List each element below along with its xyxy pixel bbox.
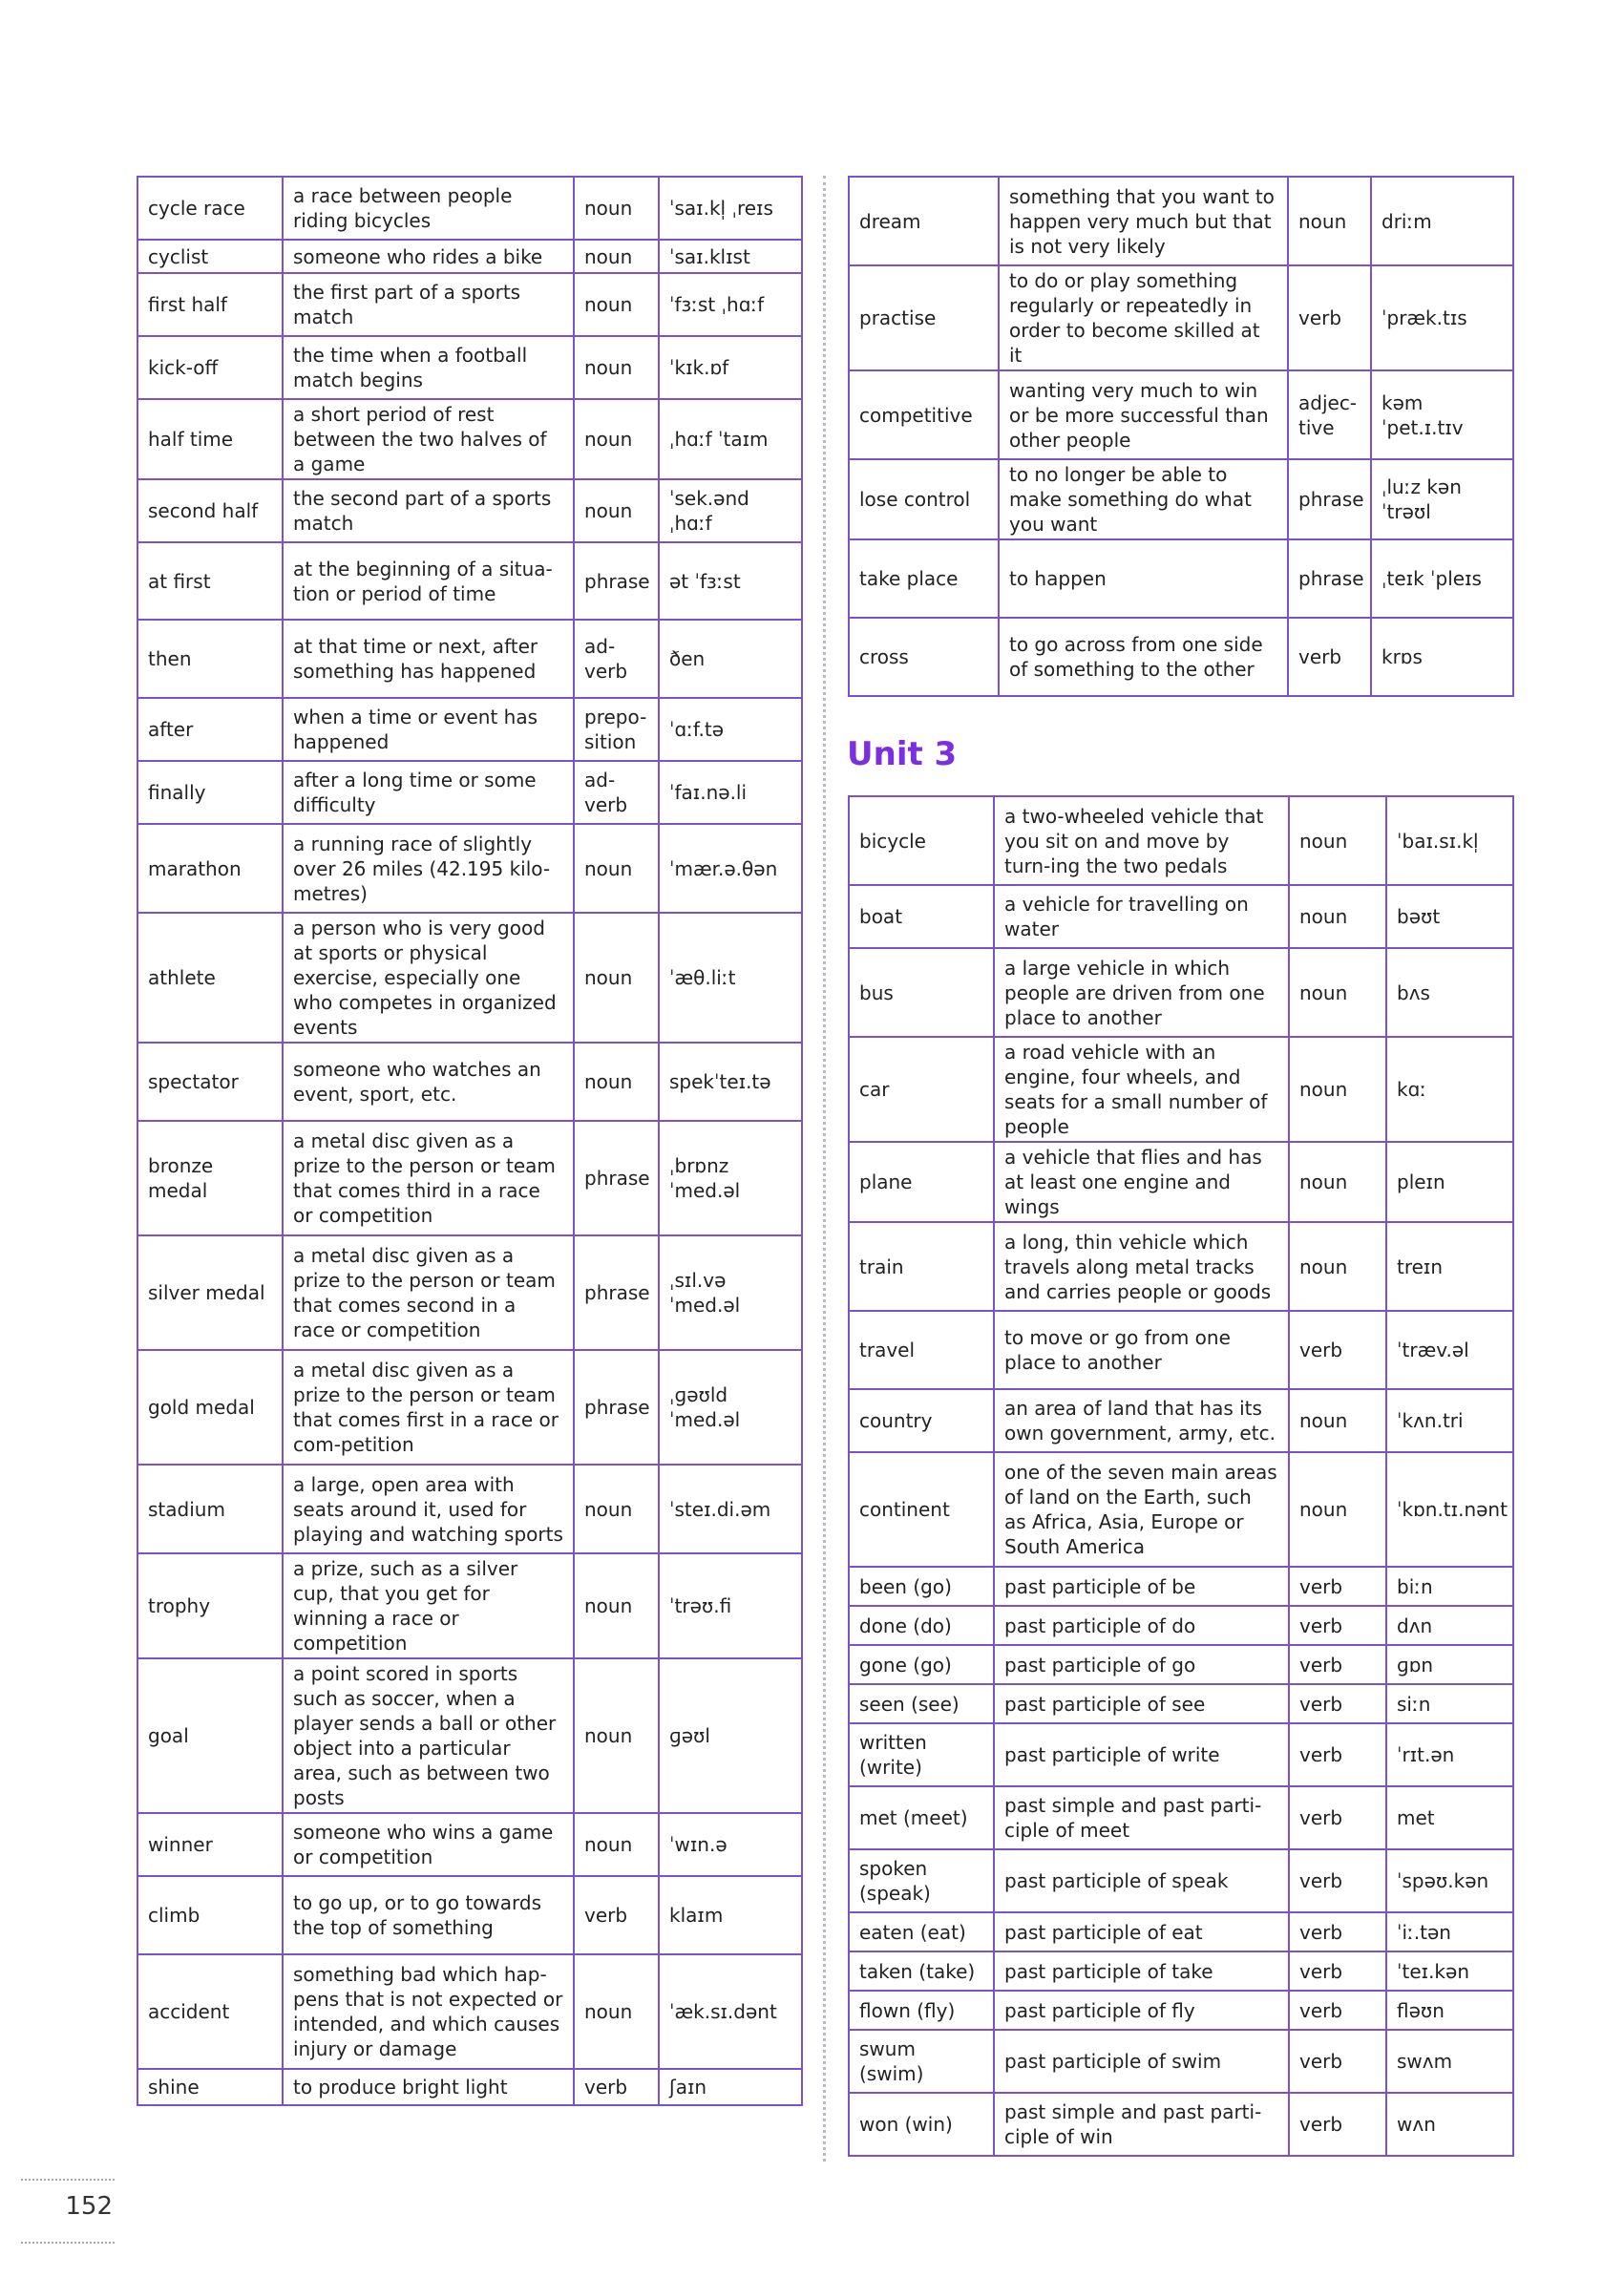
- vocab-part-of-speech: noun: [1288, 177, 1371, 265]
- vocab-part-of-speech: noun: [574, 273, 659, 336]
- vocab-word: cycle race: [137, 177, 283, 240]
- vocab-word: climb: [137, 1876, 283, 1954]
- vocab-definition: past participle of speak: [994, 1849, 1289, 1912]
- vocab-word: continent: [849, 1452, 994, 1567]
- vocab-part-of-speech: verb: [1289, 2030, 1386, 2093]
- vocab-word: done (do): [849, 1606, 994, 1645]
- vocab-definition: someone who rides a bike: [283, 240, 574, 273]
- vocab-pronunciation: ˈæk.sɪ.dənt: [659, 1954, 802, 2069]
- vocab-word: first half: [137, 273, 283, 336]
- vocab-part-of-speech: verb: [1289, 1912, 1386, 1951]
- vocab-row: [849, 1991, 1513, 2030]
- vocab-row: [137, 2069, 802, 2105]
- vocab-word: then: [137, 620, 283, 698]
- vocab-word: after: [137, 698, 283, 761]
- vocab-pronunciation: ˈsek.ənd ˌhɑːf: [659, 479, 802, 542]
- vocab-pronunciation: ˈkʌn.tri: [1386, 1389, 1513, 1452]
- vocab-definition: past participle of swim: [994, 2030, 1289, 2093]
- vocab-word: been (go): [849, 1567, 994, 1606]
- vocab-part-of-speech: noun: [1289, 1222, 1386, 1311]
- vocab-word: goal: [137, 1658, 283, 1813]
- vocabulary-table-left: [137, 176, 803, 2106]
- vocab-word: finally: [137, 761, 283, 824]
- vocab-word: cyclist: [137, 240, 283, 273]
- vocab-pronunciation: treɪn: [1386, 1222, 1513, 1311]
- vocab-pronunciation: klaɪm: [659, 1876, 802, 1954]
- page-footer: [21, 2179, 115, 2244]
- vocab-pronunciation: ðen: [659, 620, 802, 698]
- vocab-row: [849, 1389, 1513, 1452]
- vocab-part-of-speech: noun: [1289, 885, 1386, 948]
- vocab-pronunciation: ˌhɑːf ˈtaɪm: [659, 399, 802, 479]
- vocab-word: seen (see): [849, 1684, 994, 1723]
- vocab-word: dream: [849, 177, 999, 265]
- vocab-word: taken (take): [849, 1951, 994, 1991]
- vocab-pronunciation: siːn: [1386, 1684, 1513, 1723]
- column-divider: [823, 176, 826, 2162]
- vocab-definition: a metal disc given as a prize to the person or team that comes first in a race or com-petition: [283, 1350, 574, 1465]
- vocab-row: [849, 1037, 1513, 1142]
- vocab-row: [137, 620, 802, 698]
- vocab-row: [849, 885, 1513, 948]
- vocab-part-of-speech: verb: [1289, 1311, 1386, 1389]
- vocab-part-of-speech: noun: [1289, 1142, 1386, 1222]
- vocab-part-of-speech: verb: [1289, 1849, 1386, 1912]
- vocab-word: competitive: [849, 370, 999, 459]
- vocab-word: take place: [849, 539, 999, 618]
- vocab-row: [849, 1142, 1513, 1222]
- vocab-row: [849, 1606, 1513, 1645]
- vocab-definition: at the beginning of a situa-tion or period of time: [283, 542, 574, 620]
- vocab-definition: something bad which hap-pens that is not expected or intended, and which causes injury or damage: [283, 1954, 574, 2069]
- vocab-definition: the second part of a sports match: [283, 479, 574, 542]
- vocab-part-of-speech: verb: [1289, 1645, 1386, 1684]
- vocab-row: [137, 1043, 802, 1121]
- vocab-row: [849, 1452, 1513, 1567]
- vocab-pronunciation: ˈtræv.əl: [1386, 1311, 1513, 1389]
- vocab-pronunciation: kɑː: [1386, 1037, 1513, 1142]
- vocab-row: [849, 2030, 1513, 2093]
- vocab-pronunciation: ˈtrəʊ.fi: [659, 1553, 802, 1658]
- vocab-row: [849, 459, 1513, 539]
- vocab-pronunciation: ˈɑːf.tə: [659, 698, 802, 761]
- vocab-definition: an area of land that has its own government, army, etc.: [994, 1389, 1289, 1452]
- vocab-word: written (write): [849, 1723, 994, 1786]
- vocab-pronunciation: wʌn: [1386, 2093, 1513, 2156]
- vocab-part-of-speech: noun: [574, 824, 659, 913]
- vocab-word: practise: [849, 265, 999, 370]
- vocab-pronunciation: ˈfaɪ.nə.li: [659, 761, 802, 824]
- vocab-part-of-speech: phrase: [1288, 539, 1371, 618]
- vocab-row: [849, 1849, 1513, 1912]
- vocab-pronunciation: ˌbrɒnz ˈmed.əl: [659, 1121, 802, 1235]
- vocab-word: gold medal: [137, 1350, 283, 1465]
- vocab-part-of-speech: noun: [574, 1465, 659, 1553]
- vocab-pronunciation: fləʊn: [1386, 1991, 1513, 2030]
- vocab-pronunciation: ˈspəʊ.kən: [1386, 1849, 1513, 1912]
- vocab-pronunciation: ˈrɪt.ən: [1386, 1723, 1513, 1786]
- page-number: 152: [65, 2192, 113, 2221]
- vocab-pronunciation: ˌluːz kənˈtrəʊl: [1371, 459, 1513, 539]
- vocab-pronunciation: ˈiː.tən: [1386, 1912, 1513, 1951]
- vocab-part-of-speech: verb: [574, 2069, 659, 2105]
- vocab-definition: when a time or event has happened: [283, 698, 574, 761]
- vocab-word: spoken (speak): [849, 1849, 994, 1912]
- vocab-word: swum (swim): [849, 2030, 994, 2093]
- vocab-part-of-speech: verb: [1289, 1567, 1386, 1606]
- vocab-row: [849, 1684, 1513, 1723]
- vocabulary-table-right-top: [848, 176, 1514, 697]
- vocab-row: [849, 948, 1513, 1037]
- vocab-pronunciation: ˌsɪl.və ˈmed.əl: [659, 1235, 802, 1350]
- vocab-definition: to happen: [999, 539, 1288, 618]
- vocab-part-of-speech: noun: [574, 1658, 659, 1813]
- vocab-part-of-speech: noun: [574, 177, 659, 240]
- vocab-part-of-speech: verb: [1289, 1723, 1386, 1786]
- vocab-part-of-speech: verb: [1289, 2093, 1386, 2156]
- vocab-definition: at that time or next, after something has happened: [283, 620, 574, 698]
- vocab-row: [137, 542, 802, 620]
- vocab-definition: a metal disc given as a prize to the person or team that comes third in a race or competition: [283, 1121, 574, 1235]
- vocab-definition: past simple and past parti-ciple of meet: [994, 1786, 1289, 1849]
- vocab-definition: to go up, or to go towards the top of something: [283, 1876, 574, 1954]
- vocab-row: [137, 1813, 802, 1876]
- vocab-row: [849, 1645, 1513, 1684]
- vocab-word: athlete: [137, 913, 283, 1043]
- vocab-part-of-speech: verb: [1289, 1606, 1386, 1645]
- vocab-row: [137, 1954, 802, 2069]
- vocab-definition: a person who is very good at sports or physical exercise, especially one who competes in organized events: [283, 913, 574, 1043]
- vocab-part-of-speech: adjec-tive: [1288, 370, 1371, 459]
- vocab-row: [137, 1553, 802, 1658]
- vocab-part-of-speech: ad-verb: [574, 620, 659, 698]
- vocab-word: shine: [137, 2069, 283, 2105]
- vocab-definition: past simple and past parti-ciple of win: [994, 2093, 1289, 2156]
- vocab-pronunciation: ɡɒn: [1386, 1645, 1513, 1684]
- vocab-word: bronze medal: [137, 1121, 283, 1235]
- vocab-definition: the first part of a sports match: [283, 273, 574, 336]
- vocab-part-of-speech: noun: [1289, 1389, 1386, 1452]
- vocab-pronunciation: bəʊt: [1386, 885, 1513, 948]
- vocab-row: [137, 1658, 802, 1813]
- vocab-definition: to move or go from one place to another: [994, 1311, 1289, 1389]
- vocab-word: eaten (eat): [849, 1912, 994, 1951]
- vocab-pronunciation: ˈmær.ə.θən: [659, 824, 802, 913]
- vocab-row: [849, 618, 1513, 696]
- vocab-row: [849, 265, 1513, 370]
- vocab-definition: the time when a football match begins: [283, 336, 574, 399]
- vocab-part-of-speech: noun: [1289, 1452, 1386, 1567]
- vocab-row: [849, 1951, 1513, 1991]
- vocab-pronunciation: ˈsteɪ.di.əm: [659, 1465, 802, 1553]
- vocab-row: [849, 539, 1513, 618]
- vocab-pronunciation: pleɪn: [1386, 1142, 1513, 1222]
- vocab-word: flown (fly): [849, 1991, 994, 2030]
- vocab-pronunciation: ˈbaɪ.sɪ.kl̩: [1386, 796, 1513, 885]
- vocab-part-of-speech: prepo-sition: [574, 698, 659, 761]
- vocab-definition: something that you want to happen very much but that is not very likely: [999, 177, 1288, 265]
- vocab-definition: past participle of write: [994, 1723, 1289, 1786]
- vocab-row: [137, 1876, 802, 1954]
- vocab-pronunciation: ˈkɪk.ɒf: [659, 336, 802, 399]
- vocab-part-of-speech: noun: [574, 240, 659, 273]
- vocab-definition: a short period of rest between the two halves of a game: [283, 399, 574, 479]
- vocab-word: travel: [849, 1311, 994, 1389]
- vocab-word: half time: [137, 399, 283, 479]
- vocab-pronunciation: ˈsaɪ.kl̩ ˌreɪs: [659, 177, 802, 240]
- vocab-row: [849, 1567, 1513, 1606]
- vocab-definition: a two-wheeled vehicle that you sit on and move by turn-ing the two pedals: [994, 796, 1289, 885]
- vocab-part-of-speech: noun: [1289, 1037, 1386, 1142]
- vocab-definition: to do or play something regularly or repeatedly in order to become skilled at it: [999, 265, 1288, 370]
- vocab-definition: to no longer be able to make something do what you want: [999, 459, 1288, 539]
- vocab-word: won (win): [849, 2093, 994, 2156]
- vocab-part-of-speech: phrase: [1288, 459, 1371, 539]
- vocab-part-of-speech: noun: [574, 1954, 659, 2069]
- vocab-part-of-speech: phrase: [574, 1235, 659, 1350]
- vocab-word: winner: [137, 1813, 283, 1876]
- vocab-word: bus: [849, 948, 994, 1037]
- vocab-part-of-speech: noun: [574, 336, 659, 399]
- vocab-definition: someone who wins a game or competition: [283, 1813, 574, 1876]
- vocab-definition: someone who watches an event, sport, etc.: [283, 1043, 574, 1121]
- vocab-row: [137, 1350, 802, 1465]
- vocab-row: [137, 913, 802, 1043]
- vocab-definition: past participle of be: [994, 1567, 1289, 1606]
- vocab-word: marathon: [137, 824, 283, 913]
- vocab-row: [849, 796, 1513, 885]
- vocab-pronunciation: ʃaɪn: [659, 2069, 802, 2105]
- vocab-row: [137, 479, 802, 542]
- vocab-row: [137, 336, 802, 399]
- vocab-pronunciation: ˌteɪk ˈpleɪs: [1371, 539, 1513, 618]
- vocab-word: at first: [137, 542, 283, 620]
- vocab-pronunciation: krɒs: [1371, 618, 1513, 696]
- vocab-row: [137, 1121, 802, 1235]
- vocab-pronunciation: ˈæθ.liːt: [659, 913, 802, 1043]
- vocab-pronunciation: biːn: [1386, 1567, 1513, 1606]
- vocab-part-of-speech: ad-verb: [574, 761, 659, 824]
- vocab-definition: a large, open area with seats around it, used for playing and watching sports: [283, 1465, 574, 1553]
- vocab-pronunciation: met: [1386, 1786, 1513, 1849]
- vocab-part-of-speech: verb: [1289, 1991, 1386, 2030]
- vocab-definition: a vehicle that flies and has at least one engine and wings: [994, 1142, 1289, 1222]
- vocab-definition: past participle of take: [994, 1951, 1289, 1991]
- vocab-row: [849, 2093, 1513, 2156]
- unit-title: Unit 3: [847, 735, 958, 773]
- vocab-pronunciation: dʌn: [1386, 1606, 1513, 1645]
- vocab-row: [849, 177, 1513, 265]
- vocab-part-of-speech: verb: [1289, 1786, 1386, 1849]
- vocab-part-of-speech: noun: [574, 479, 659, 542]
- vocab-part-of-speech: noun: [574, 399, 659, 479]
- vocab-definition: to produce bright light: [283, 2069, 574, 2105]
- vocab-row: [849, 1786, 1513, 1849]
- vocab-definition: a race between people riding bicycles: [283, 177, 574, 240]
- vocab-word: met (meet): [849, 1786, 994, 1849]
- vocab-row: [137, 698, 802, 761]
- vocab-definition: a metal disc given as a prize to the person or team that comes second in a race or competition: [283, 1235, 574, 1350]
- vocab-word: second half: [137, 479, 283, 542]
- vocab-row: [137, 399, 802, 479]
- vocab-row: [849, 1912, 1513, 1951]
- vocab-part-of-speech: phrase: [574, 542, 659, 620]
- vocab-row: [137, 1465, 802, 1553]
- vocab-pronunciation: swʌm: [1386, 2030, 1513, 2093]
- vocab-word: boat: [849, 885, 994, 948]
- vocab-part-of-speech: noun: [1289, 796, 1386, 885]
- vocab-part-of-speech: noun: [574, 1813, 659, 1876]
- vocab-pronunciation: ɡəʊl: [659, 1658, 802, 1813]
- vocab-row: [137, 240, 802, 273]
- vocab-definition: past participle of see: [994, 1684, 1289, 1723]
- vocab-part-of-speech: verb: [1289, 1951, 1386, 1991]
- vocab-word: plane: [849, 1142, 994, 1222]
- vocab-part-of-speech: verb: [574, 1876, 659, 1954]
- vocab-part-of-speech: phrase: [574, 1121, 659, 1235]
- vocab-row: [137, 1235, 802, 1350]
- vocab-row: [849, 1311, 1513, 1389]
- vocab-row: [849, 1723, 1513, 1786]
- vocab-pronunciation: bʌs: [1386, 948, 1513, 1037]
- vocab-word: lose control: [849, 459, 999, 539]
- vocab-row: [137, 761, 802, 824]
- vocab-pronunciation: ət ˈfɜːst: [659, 542, 802, 620]
- vocab-row: [849, 1222, 1513, 1311]
- vocab-word: silver medal: [137, 1235, 283, 1350]
- vocab-part-of-speech: noun: [574, 1043, 659, 1121]
- vocab-row: [137, 177, 802, 240]
- vocab-definition: past participle of go: [994, 1645, 1289, 1684]
- vocab-definition: to go across from one side of something to the other: [999, 618, 1288, 696]
- vocab-definition: a long, thin vehicle which travels along metal tracks and carries people or goods: [994, 1222, 1289, 1311]
- vocab-word: accident: [137, 1954, 283, 2069]
- vocab-definition: past participle of fly: [994, 1991, 1289, 2030]
- vocab-word: country: [849, 1389, 994, 1452]
- vocab-word: stadium: [137, 1465, 283, 1553]
- vocab-definition: a large vehicle in which people are driven from one place to another: [994, 948, 1289, 1037]
- vocab-pronunciation: ˈpræk.tɪs: [1371, 265, 1513, 370]
- vocab-word: train: [849, 1222, 994, 1311]
- vocab-row: [137, 824, 802, 913]
- vocab-pronunciation: ˈkɒn.tɪ.nənt: [1386, 1452, 1513, 1567]
- vocab-pronunciation: ˈwɪn.ə: [659, 1813, 802, 1876]
- vocab-part-of-speech: noun: [574, 913, 659, 1043]
- vocab-pronunciation: ˈsaɪ.klɪst: [659, 240, 802, 273]
- vocab-row: [137, 273, 802, 336]
- vocab-definition: wanting very much to win or be more successful than other people: [999, 370, 1288, 459]
- vocab-word: bicycle: [849, 796, 994, 885]
- vocab-word: cross: [849, 618, 999, 696]
- vocab-word: car: [849, 1037, 994, 1142]
- vocab-part-of-speech: verb: [1288, 265, 1371, 370]
- vocab-part-of-speech: phrase: [574, 1350, 659, 1465]
- vocab-pronunciation: spekˈteɪ.tə: [659, 1043, 802, 1121]
- vocab-pronunciation: ˈteɪ.kən: [1386, 1951, 1513, 1991]
- vocab-row: [849, 370, 1513, 459]
- vocab-definition: a prize, such as a silver cup, that you get for winning a race or competition: [283, 1553, 574, 1658]
- vocab-word: kick-off: [137, 336, 283, 399]
- vocab-word: trophy: [137, 1553, 283, 1658]
- vocab-definition: a point scored in sports such as soccer, when a player sends a ball or other object into a particular area, such as between two posts: [283, 1658, 574, 1813]
- vocab-definition: one of the seven main areas of land on the Earth, such as Africa, Asia, Europe or South America: [994, 1452, 1289, 1567]
- vocab-definition: a running race of slightly over 26 miles (42.195 kilo-metres): [283, 824, 574, 913]
- vocab-word: gone (go): [849, 1645, 994, 1684]
- vocab-part-of-speech: noun: [1289, 948, 1386, 1037]
- vocab-part-of-speech: verb: [1289, 1684, 1386, 1723]
- vocab-pronunciation: kəmˈpet.ɪ.tɪv: [1371, 370, 1513, 459]
- vocab-definition: a road vehicle with an engine, four wheels, and seats for a small number of people: [994, 1037, 1289, 1142]
- vocab-pronunciation: ˈfɜːst ˌhɑːf: [659, 273, 802, 336]
- vocab-definition: past participle of eat: [994, 1912, 1289, 1951]
- vocabulary-table-unit-3: [848, 795, 1514, 2157]
- vocab-definition: a vehicle for travelling on water: [994, 885, 1289, 948]
- vocab-definition: after a long time or some difficulty: [283, 761, 574, 824]
- vocab-word: spectator: [137, 1043, 283, 1121]
- vocab-pronunciation: ˌɡəʊld ˈmed.əl: [659, 1350, 802, 1465]
- vocab-part-of-speech: noun: [574, 1553, 659, 1658]
- vocab-pronunciation: driːm: [1371, 177, 1513, 265]
- vocab-definition: past participle of do: [994, 1606, 1289, 1645]
- vocab-part-of-speech: verb: [1288, 618, 1371, 696]
